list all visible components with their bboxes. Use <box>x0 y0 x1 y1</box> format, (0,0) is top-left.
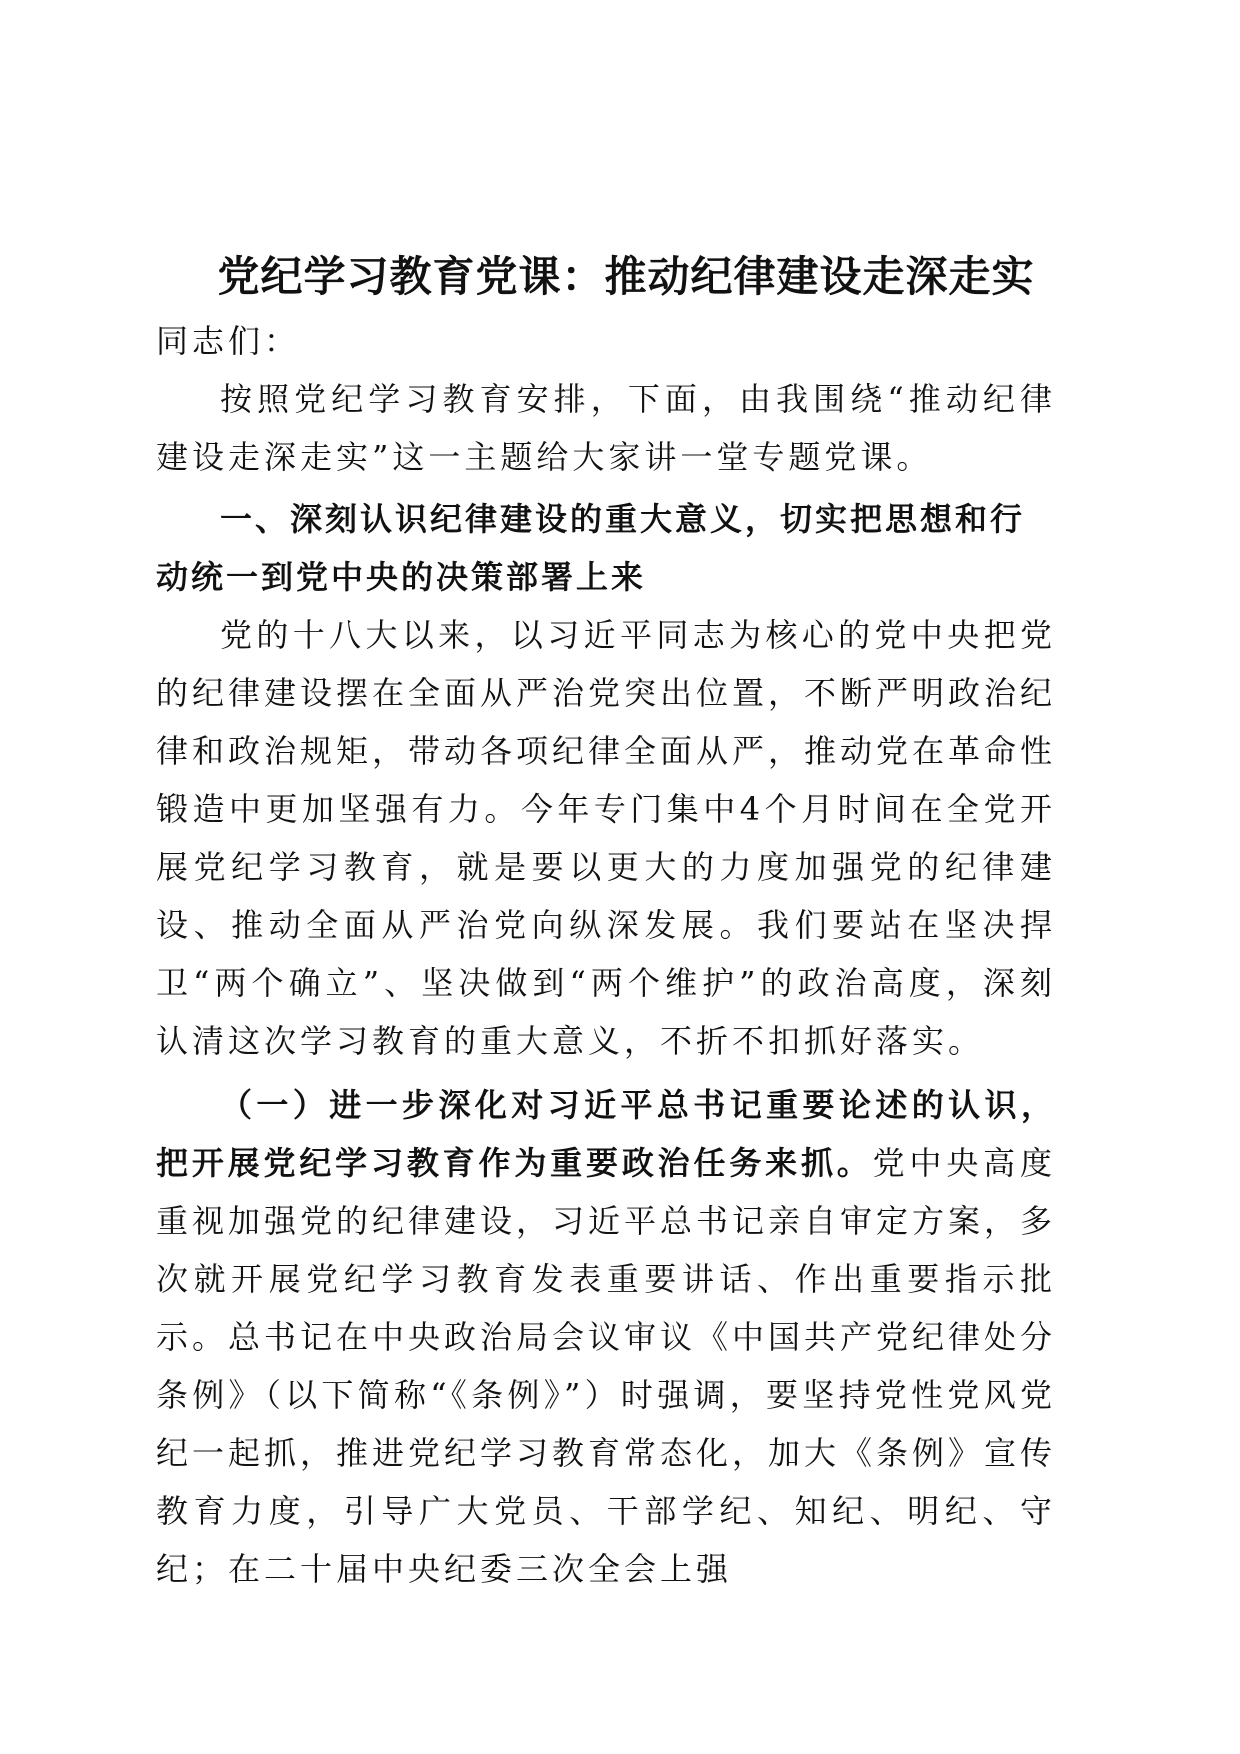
subsection-1-paragraph <box>156 1076 1056 1598</box>
intro-paragraph: 按照党纪学习教育安排，下面，由我围绕“推动纪律建设走深走实”这一主题给大家讲一堂专题党课。 <box>156 380 1056 476</box>
salutation: 同志们： <box>156 322 301 360</box>
document-body <box>156 248 1056 1598</box>
section-1-paragraph: 党的十八大以来，以习近平同志为核心的党中央把党的纪律建设摆在全面从严治党突出位置，不断严明政治纪律和政治规矩，带动各项纪律全面从严，推动党在革命性锻造中更加坚强有力。今年专门集中4个月时间在全党开展党纪学习教育，就是要以更大的力度加强党的纪律建设、推动全面从严治党向纵深发展。我们要站在坚决捍卫“两个确立”、坚决做到“两个维护”的政治高度，深刻认清这次学习教育的重大意义，不折不扣抓好落实。 <box>156 616 1057 1060</box>
document-title: 党纪学习教育党课：推动纪律建设走深走实 <box>217 252 1035 301</box>
subsection-1-body: 党中央高度重视加强党的纪律建设，习近平总书记亲自审定方案，多次就开展党纪学习教育发表重要讲话、作出重要指示批示。总书记在中央政治局会议审议《中国共产党纪律处分条例》（以下简称“《条例》”）时强调，要坚持党性党风党纪一起抓，推进党纪学习教育常态化，加大《条例》宣传教育力度，引导广大党员、干部学纪、知纪、明纪、守纪；在二十届中央纪委三次全会上强 <box>156 1144 1057 1588</box>
subsection-1-lead: （一）进一步深化对习近平总书记重要论述的认识，把开展党纪学习教育作为重要政治任务来抓。 <box>156 1086 1056 1182</box>
section-heading-1: 一、深刻认识纪律建设的重大意义，切实把思想和行动统一到党中央的决策部署上来 <box>156 500 1026 596</box>
